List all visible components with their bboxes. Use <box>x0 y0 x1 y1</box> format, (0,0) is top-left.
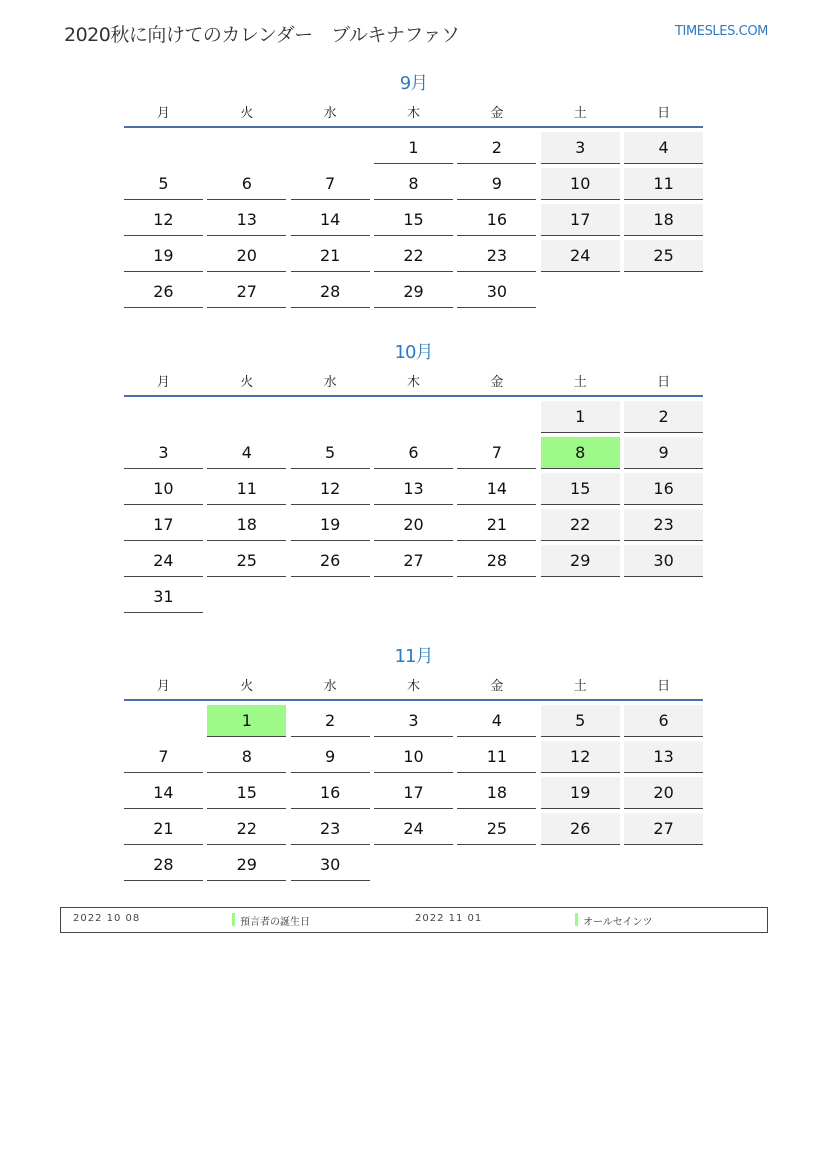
day-cell: 14 <box>291 204 370 236</box>
day-grid <box>124 705 703 881</box>
legend-marker <box>232 913 235 926</box>
day-cell: 23 <box>457 240 536 272</box>
day-cell: 22 <box>374 240 453 272</box>
empty-cell <box>207 581 286 613</box>
day-cell: 17 <box>124 509 203 541</box>
day-cell: 21 <box>291 240 370 272</box>
day-cell: 17 <box>541 204 620 236</box>
empty-cell <box>124 401 203 433</box>
empty-cell <box>291 132 370 164</box>
weekday-label: 土 <box>573 375 587 390</box>
day-cell: 10 <box>374 741 453 773</box>
day-cell: 23 <box>624 509 703 541</box>
day-cell: 19 <box>124 240 203 272</box>
day-cell: 24 <box>374 813 453 845</box>
empty-cell <box>541 276 620 308</box>
day-cell: 7 <box>291 168 370 200</box>
day-cell: 18 <box>207 509 286 541</box>
day-cell: 5 <box>541 705 620 737</box>
holiday-legend <box>60 907 768 933</box>
day-cell: 17 <box>374 777 453 809</box>
legend-holiday-name: 預言者の誕生日 <box>240 917 310 928</box>
day-cell: 6 <box>207 168 286 200</box>
day-cell: 18 <box>624 204 703 236</box>
day-cell: 22 <box>207 813 286 845</box>
day-cell: 22 <box>541 509 620 541</box>
day-cell: 6 <box>624 705 703 737</box>
day-cell: 16 <box>457 204 536 236</box>
day-cell: 9 <box>624 437 703 469</box>
weekday-label: 水 <box>323 106 337 121</box>
day-cell: 3 <box>374 705 453 737</box>
day-cell: 7 <box>457 437 536 469</box>
day-cell: 4 <box>457 705 536 737</box>
empty-cell <box>624 581 703 613</box>
day-cell: 30 <box>624 545 703 577</box>
weekday-label: 金 <box>490 679 504 694</box>
weekday-label: 火 <box>240 106 254 121</box>
month-calendar <box>124 339 703 613</box>
day-cell: 26 <box>124 276 203 308</box>
day-cell: 25 <box>457 813 536 845</box>
day-cell: 19 <box>291 509 370 541</box>
day-cell: 1 <box>541 401 620 433</box>
day-grid <box>124 132 703 308</box>
day-cell: 4 <box>207 437 286 469</box>
holiday-cell: 8 <box>541 437 620 469</box>
day-cell: 4 <box>624 132 703 164</box>
day-cell: 11 <box>624 168 703 200</box>
day-cell: 31 <box>124 581 203 613</box>
brand-link[interactable]: TIMESLES.COM <box>674 24 768 39</box>
legend-holiday-name: オールセインツ <box>583 917 653 928</box>
day-cell: 30 <box>457 276 536 308</box>
weekday-label: 木 <box>407 106 421 121</box>
day-cell: 18 <box>457 777 536 809</box>
weekday-label: 月 <box>156 106 170 121</box>
day-grid <box>124 401 703 613</box>
weekday-header <box>124 371 703 391</box>
day-cell: 24 <box>541 240 620 272</box>
holiday-cell: 1 <box>207 705 286 737</box>
empty-cell <box>374 849 453 881</box>
day-cell: 8 <box>207 741 286 773</box>
empty-cell <box>291 581 370 613</box>
month-title: 9月 <box>399 73 428 94</box>
weekday-label: 火 <box>240 679 254 694</box>
empty-cell <box>124 705 203 737</box>
day-cell: 27 <box>624 813 703 845</box>
header-rule <box>124 126 703 128</box>
day-cell: 15 <box>207 777 286 809</box>
empty-cell <box>624 849 703 881</box>
weekday-label: 月 <box>156 679 170 694</box>
weekday-label: 金 <box>490 106 504 121</box>
day-cell: 27 <box>207 276 286 308</box>
day-cell: 29 <box>541 545 620 577</box>
legend-date: 2022 11 01 <box>415 913 483 924</box>
day-cell: 28 <box>457 545 536 577</box>
weekday-label: 水 <box>323 375 337 390</box>
empty-cell <box>207 132 286 164</box>
day-cell: 3 <box>124 437 203 469</box>
day-cell: 25 <box>624 240 703 272</box>
day-cell: 20 <box>207 240 286 272</box>
empty-cell <box>624 276 703 308</box>
day-cell: 21 <box>124 813 203 845</box>
day-cell: 5 <box>124 168 203 200</box>
day-cell: 9 <box>457 168 536 200</box>
day-cell: 25 <box>207 545 286 577</box>
day-cell: 30 <box>291 849 370 881</box>
day-cell: 20 <box>374 509 453 541</box>
day-cell: 16 <box>624 473 703 505</box>
day-cell: 9 <box>291 741 370 773</box>
weekday-label: 日 <box>657 106 671 121</box>
day-cell: 29 <box>374 276 453 308</box>
empty-cell <box>207 401 286 433</box>
day-cell: 26 <box>541 813 620 845</box>
day-cell: 10 <box>124 473 203 505</box>
day-cell: 12 <box>291 473 370 505</box>
day-cell: 12 <box>124 204 203 236</box>
month-title: 11月 <box>394 646 433 667</box>
day-cell: 6 <box>374 437 453 469</box>
day-cell: 8 <box>374 168 453 200</box>
day-cell: 15 <box>541 473 620 505</box>
empty-cell <box>457 401 536 433</box>
weekday-label: 金 <box>490 375 504 390</box>
day-cell: 2 <box>624 401 703 433</box>
day-cell: 27 <box>374 545 453 577</box>
weekday-label: 木 <box>407 375 421 390</box>
day-cell: 1 <box>374 132 453 164</box>
weekday-label: 火 <box>240 375 254 390</box>
legend-marker <box>575 913 578 926</box>
day-cell: 10 <box>541 168 620 200</box>
weekday-label: 水 <box>323 679 337 694</box>
weekday-label: 日 <box>657 375 671 390</box>
day-cell: 20 <box>624 777 703 809</box>
month-title: 10月 <box>394 342 433 363</box>
weekday-header <box>124 102 703 122</box>
weekday-label: 土 <box>573 679 587 694</box>
day-cell: 3 <box>541 132 620 164</box>
day-cell: 2 <box>457 132 536 164</box>
empty-cell <box>124 132 203 164</box>
weekday-label: 日 <box>657 679 671 694</box>
empty-cell <box>291 401 370 433</box>
empty-cell <box>457 581 536 613</box>
weekday-header <box>124 675 703 695</box>
day-cell: 11 <box>457 741 536 773</box>
day-cell: 12 <box>541 741 620 773</box>
empty-cell <box>457 849 536 881</box>
empty-cell <box>374 401 453 433</box>
empty-cell <box>374 581 453 613</box>
day-cell: 5 <box>291 437 370 469</box>
day-cell: 15 <box>374 204 453 236</box>
header-rule <box>124 699 703 701</box>
month-calendar <box>124 643 703 881</box>
day-cell: 13 <box>624 741 703 773</box>
empty-cell <box>541 849 620 881</box>
day-cell: 11 <box>207 473 286 505</box>
day-cell: 26 <box>291 545 370 577</box>
day-cell: 2 <box>291 705 370 737</box>
month-calendar <box>124 70 703 308</box>
day-cell: 14 <box>124 777 203 809</box>
legend-date: 2022 10 08 <box>73 913 141 924</box>
weekday-label: 月 <box>156 375 170 390</box>
day-cell: 29 <box>207 849 286 881</box>
day-cell: 7 <box>124 741 203 773</box>
day-cell: 19 <box>541 777 620 809</box>
weekday-label: 木 <box>407 679 421 694</box>
day-cell: 13 <box>207 204 286 236</box>
day-cell: 13 <box>374 473 453 505</box>
day-cell: 16 <box>291 777 370 809</box>
header-rule <box>124 395 703 397</box>
day-cell: 23 <box>291 813 370 845</box>
day-cell: 24 <box>124 545 203 577</box>
page-title: 2020秋に向けてのカレンダー ブルキナファソ <box>64 24 460 46</box>
day-cell: 28 <box>291 276 370 308</box>
weekday-label: 土 <box>573 106 587 121</box>
day-cell: 28 <box>124 849 203 881</box>
day-cell: 21 <box>457 509 536 541</box>
day-cell: 14 <box>457 473 536 505</box>
empty-cell <box>541 581 620 613</box>
